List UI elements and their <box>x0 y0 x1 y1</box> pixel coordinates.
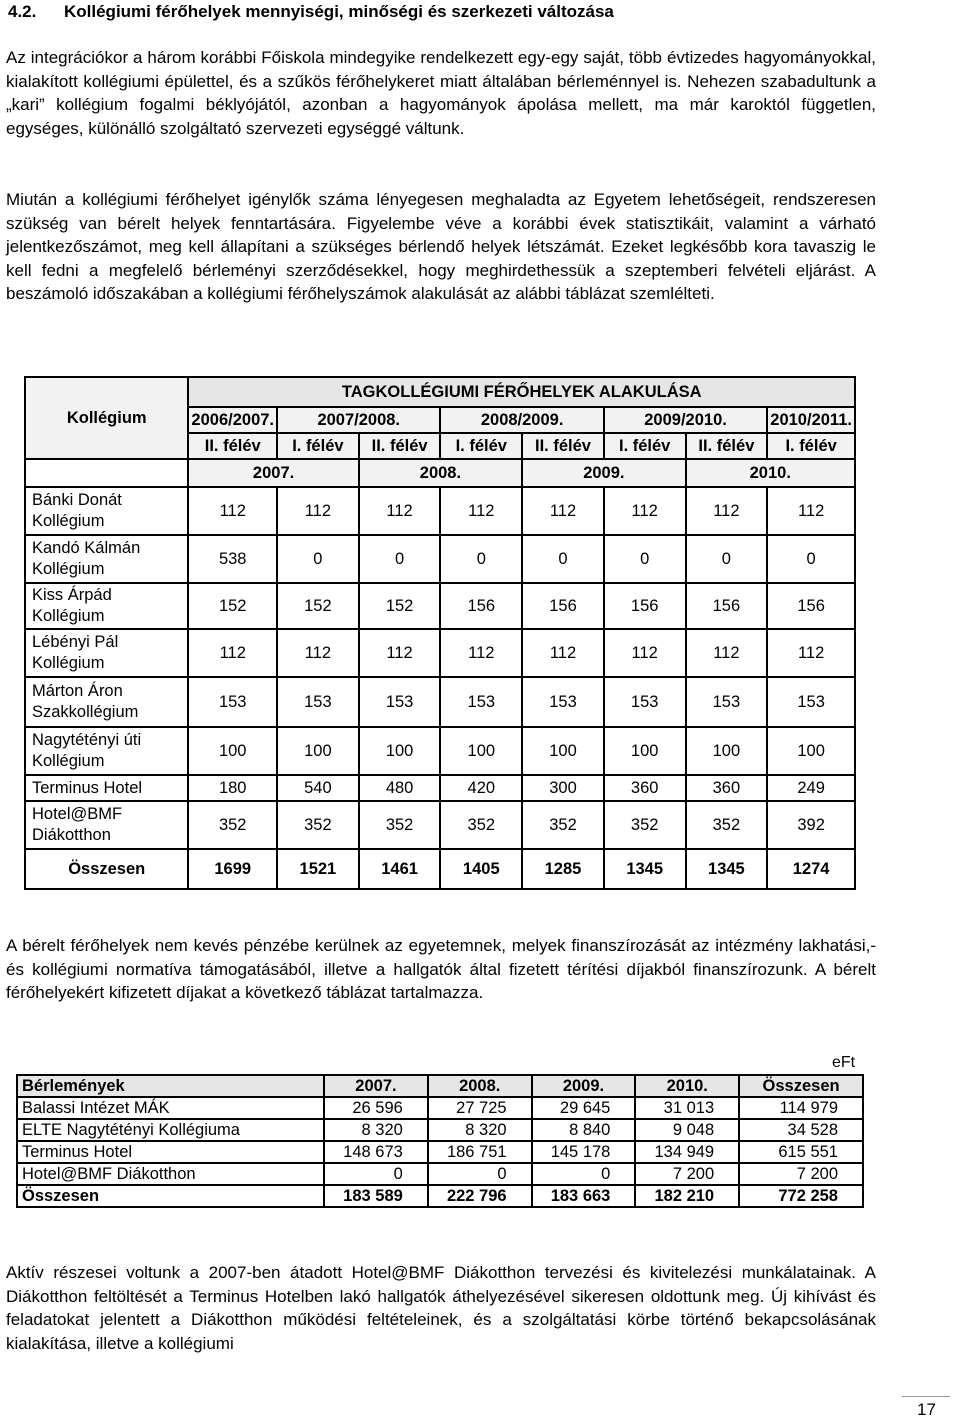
capacity-cell: 100 <box>522 727 604 775</box>
total-cell: 1345 <box>604 849 686 889</box>
capacity-cell: 100 <box>188 727 277 775</box>
capacity-cell: 153 <box>188 677 277 727</box>
capacity-cell: 352 <box>522 801 604 849</box>
semester: II. félév <box>522 433 604 459</box>
rent-cell: 615 551 <box>739 1141 863 1163</box>
rent-name: Terminus Hotel <box>17 1141 324 1163</box>
capacity-cell: 352 <box>686 801 768 849</box>
capacity-cell: 112 <box>767 487 855 535</box>
capacity-cell: 153 <box>359 677 441 727</box>
table-row <box>25 727 855 775</box>
row-header: Kollégium <box>25 377 188 459</box>
rent-cell: 9 048 <box>635 1119 739 1141</box>
table-row <box>17 1119 863 1141</box>
dorm-name: Nagytétényi úti Kollégium <box>25 727 188 775</box>
rent-cell: 114 979 <box>739 1097 863 1119</box>
capacity-cell: 300 <box>522 775 604 801</box>
section-heading <box>8 2 614 22</box>
table-row <box>17 1163 863 1185</box>
capacity-cell: 0 <box>686 535 768 583</box>
capacity-cell: 100 <box>277 727 359 775</box>
rent-cell: 27 725 <box>428 1097 532 1119</box>
dorm-name: Kandó Kálmán Kollégium <box>25 535 188 583</box>
rent-header: Összesen <box>739 1075 863 1097</box>
capacity-cell: 112 <box>604 487 686 535</box>
rent-header: 2010. <box>635 1075 739 1097</box>
capacity-cell: 153 <box>440 677 522 727</box>
capacity-table-title: TAGKOLLÉGIUMI FÉRŐHELYEK ALAKULÁSA <box>188 377 855 407</box>
rent-cell: 0 <box>324 1163 428 1185</box>
capacity-cell: 0 <box>277 535 359 583</box>
capacity-cell: 352 <box>440 801 522 849</box>
capacity-cell: 100 <box>604 727 686 775</box>
capacity-cell: 112 <box>767 629 855 677</box>
rent-table <box>16 1074 864 1208</box>
capacity-cell: 156 <box>604 583 686 629</box>
page-number-rule <box>902 1396 950 1397</box>
capacity-cell: 153 <box>277 677 359 727</box>
capacity-cell: 112 <box>277 629 359 677</box>
table-row <box>25 629 855 677</box>
capacity-cell: 0 <box>359 535 441 583</box>
academic-year: 2006/2007. <box>188 407 277 433</box>
rent-total-cell: 183 589 <box>324 1185 428 1207</box>
total-cell: 1461 <box>359 849 441 889</box>
capacity-cell: 480 <box>359 775 441 801</box>
paragraph-diakotthon: Aktív részesei voltunk a 2007-ben átadott Hotel@BMF Diákotthon tervezési és kivitelezési munkálatainak. A Diákotthon feltöltését a Terminus Hotelben lakó hallgatók áthelyezésével sikeresen oldottunk meg. Új kihívást és feladatokat jelentett a Diákotthon működési feltételeinek, és a szolgáltatási körbe történő bekapcsolásának kialakítása, illetve a kollégiumi <box>6 1263 876 1353</box>
capacity-cell: 352 <box>604 801 686 849</box>
dorm-name: Terminus Hotel <box>25 775 188 801</box>
rent-cell: 29 645 <box>532 1097 636 1119</box>
unit-label: eFt <box>832 1054 856 1071</box>
capacity-cell: 180 <box>188 775 277 801</box>
capacity-cell: 156 <box>686 583 768 629</box>
dorm-name: Lébényi Pál Kollégium <box>25 629 188 677</box>
capacity-cell: 100 <box>686 727 768 775</box>
rent-cell: 8 320 <box>428 1119 532 1141</box>
rent-total-cell: 772 258 <box>739 1185 863 1207</box>
rent-cell: 8 320 <box>324 1119 428 1141</box>
capacity-cell: 352 <box>277 801 359 849</box>
capacity-cell: 0 <box>604 535 686 583</box>
capacity-cell: 152 <box>277 583 359 629</box>
capacity-cell: 100 <box>359 727 441 775</box>
paragraph-rent: A bérelt férőhelyek nem kevés pénzébe kerülnek az egyetemnek, melyek finanszírozását az intézmény lakhatási,- és kollégiumi normatíva támogatásából, illetve a hallgatók által fizetett térítési díjakból finanszírozunk. A bérelt férőhelyekért kifizetett díjakat a következő táblázat tartalmazza. <box>6 936 876 1002</box>
capacity-cell: 392 <box>767 801 855 849</box>
rent-cell: 34 528 <box>739 1119 863 1141</box>
rent-total-label: Összesen <box>17 1185 324 1207</box>
total-cell: 1274 <box>767 849 855 889</box>
capacity-cell: 112 <box>277 487 359 535</box>
rent-cell: 8 840 <box>532 1119 636 1141</box>
rent-header: 2008. <box>428 1075 532 1097</box>
dorm-name: Márton Áron Szakkollégium <box>25 677 188 727</box>
capacity-cell: 100 <box>767 727 855 775</box>
capacity-cell: 540 <box>277 775 359 801</box>
dorm-name: Bánki Donát Kollégium <box>25 487 188 535</box>
rent-name: ELTE Nagytétényi Kollégiuma <box>17 1119 324 1141</box>
capacity-cell: 112 <box>440 629 522 677</box>
rent-total-cell: 182 210 <box>635 1185 739 1207</box>
capacity-cell: 153 <box>604 677 686 727</box>
paragraph-intro: Az integrációkor a három korábbi Főiskola mindegyike rendelkezett egy-egy saját, több évtizedes hagyományokkal, kialakított kollégiumi épülettel, és a szűkös férőhelykeret miatt általában bérleménnyel is. Nehezen szabadultunk a „kari” kollégium fogalmi béklyójától, azonban a hagyományok ápolása mellett, ma már karoktól független, egységes, különálló szolgáltató szervezeti egységgé váltunk. <box>6 48 876 138</box>
total-label: Összesen <box>25 849 188 889</box>
capacity-cell: 100 <box>440 727 522 775</box>
total-cell: 1521 <box>277 849 359 889</box>
rent-cell: 186 751 <box>428 1141 532 1163</box>
rent-header: 2009. <box>532 1075 636 1097</box>
rent-cell: 7 200 <box>739 1163 863 1185</box>
rent-cell: 145 178 <box>532 1141 636 1163</box>
semester: I. félév <box>604 433 686 459</box>
semester: II. félév <box>359 433 441 459</box>
dorm-name: Hotel@BMF Diákotthon <box>25 801 188 849</box>
academic-year: 2010/2011. <box>767 407 855 433</box>
rent-cell: 31 013 <box>635 1097 739 1119</box>
capacity-cell: 352 <box>359 801 441 849</box>
capacity-cell: 352 <box>188 801 277 849</box>
capacity-cell: 0 <box>522 535 604 583</box>
dorm-name: Kiss Árpád Kollégium <box>25 583 188 629</box>
section-title: Kollégiumi férőhelyek mennyiségi, minőségi és szerkezeti változása <box>64 2 614 21</box>
rent-cell: 7 200 <box>635 1163 739 1185</box>
total-cell: 1345 <box>686 849 768 889</box>
semester: II. félév <box>188 433 277 459</box>
capacity-cell: 112 <box>359 487 441 535</box>
total-cell: 1405 <box>440 849 522 889</box>
capacity-cell: 112 <box>604 629 686 677</box>
table-row <box>17 1097 863 1119</box>
calendar-year: 2009. <box>522 459 685 487</box>
academic-year: 2008/2009. <box>440 407 603 433</box>
capacity-cell: 360 <box>686 775 768 801</box>
rent-name: Hotel@BMF Diákotthon <box>17 1163 324 1185</box>
capacity-cell: 0 <box>440 535 522 583</box>
calendar-year: 2008. <box>359 459 522 487</box>
rent-total-cell: 222 796 <box>428 1185 532 1207</box>
capacity-cell: 112 <box>686 487 768 535</box>
rent-header: 2007. <box>324 1075 428 1097</box>
capacity-cell: 153 <box>686 677 768 727</box>
capacity-cell: 112 <box>686 629 768 677</box>
calendar-year: 2007. <box>188 459 358 487</box>
capacity-cell: 112 <box>359 629 441 677</box>
capacity-cell: 156 <box>440 583 522 629</box>
rent-header: Bérlemények <box>17 1075 324 1097</box>
capacity-cell: 156 <box>522 583 604 629</box>
rent-total-cell: 183 663 <box>532 1185 636 1207</box>
academic-year: 2009/2010. <box>604 407 767 433</box>
capacity-table <box>24 376 856 890</box>
paragraph-capacity: Miután a kollégiumi férőhelyet igénylők száma lényegesen meghaladta az Egyetem lehetőségeit, rendszeresen szükség van bérelt helyek fenntartására. Figyelembe véve a korábbi évek statisztikáit, valamint a várható jelentkezőszámot, meg kell állapítani a szükséges bérlendő helyek létszámát. Ezeket legkésőbb kora tavaszig le kell fedni a megfelelő bérleményi szerződésekkel, hogy meghirdethessük a szeptemberi felvételi eljárást. A beszámoló időszakában a kollégiumi férőhelyszámok alakulását az alábbi táblázat szemlélteti. <box>6 190 876 303</box>
table-row <box>25 677 855 727</box>
capacity-cell: 538 <box>188 535 277 583</box>
rent-cell: 148 673 <box>324 1141 428 1163</box>
academic-year: 2007/2008. <box>277 407 440 433</box>
table-row <box>25 775 855 801</box>
table-row <box>25 487 855 535</box>
capacity-cell: 0 <box>767 535 855 583</box>
capacity-cell: 420 <box>440 775 522 801</box>
rent-cell: 0 <box>532 1163 636 1185</box>
total-cell: 1699 <box>188 849 277 889</box>
capacity-cell: 360 <box>604 775 686 801</box>
capacity-cell: 112 <box>188 629 277 677</box>
semester: I. félév <box>277 433 359 459</box>
capacity-cell: 112 <box>522 629 604 677</box>
rent-name: Balassi Intézet MÁK <box>17 1097 324 1119</box>
rent-cell: 0 <box>428 1163 532 1185</box>
table-row <box>25 801 855 849</box>
rent-cell: 134 949 <box>635 1141 739 1163</box>
semester: I. félév <box>440 433 522 459</box>
capacity-cell: 153 <box>767 677 855 727</box>
table-row <box>17 1141 863 1163</box>
calendar-year: 2010. <box>686 459 855 487</box>
section-number: 4.2. <box>8 2 37 21</box>
capacity-cell: 112 <box>188 487 277 535</box>
capacity-cell: 249 <box>767 775 855 801</box>
total-cell: 1285 <box>522 849 604 889</box>
page-number: 17 <box>917 1400 936 1419</box>
table-row <box>25 535 855 583</box>
semester: II. félév <box>686 433 768 459</box>
semester: I. félév <box>767 433 855 459</box>
capacity-cell: 152 <box>188 583 277 629</box>
rent-cell: 26 596 <box>324 1097 428 1119</box>
capacity-cell: 156 <box>767 583 855 629</box>
capacity-cell: 112 <box>440 487 522 535</box>
capacity-cell: 153 <box>522 677 604 727</box>
capacity-cell: 152 <box>359 583 441 629</box>
capacity-cell: 112 <box>522 487 604 535</box>
table-row <box>25 583 855 629</box>
